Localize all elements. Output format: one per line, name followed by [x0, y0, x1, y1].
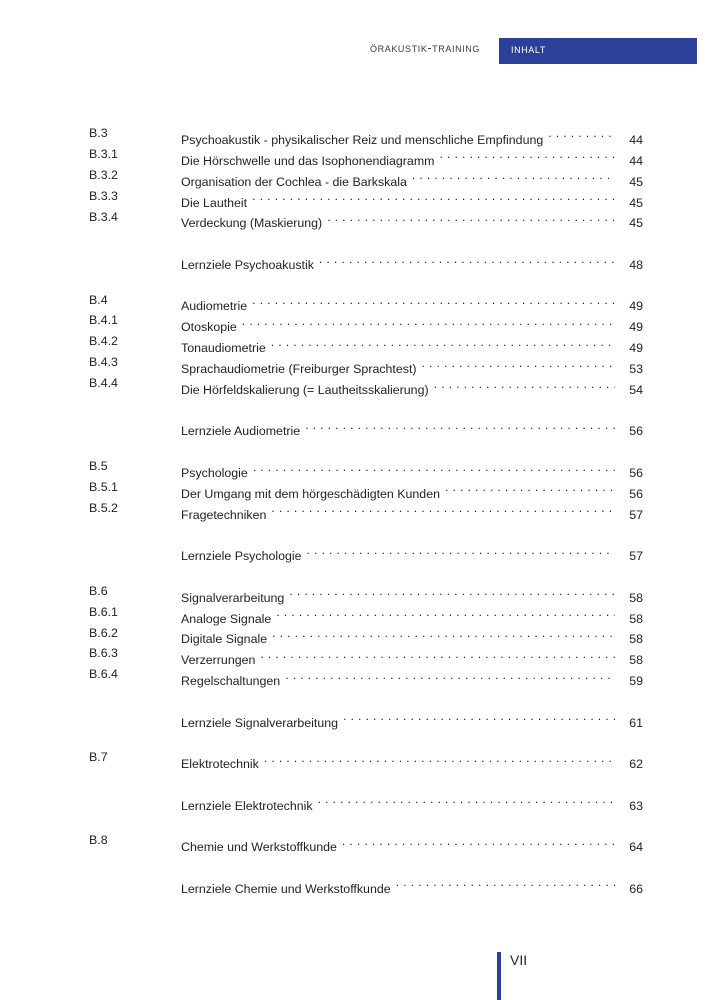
toc-dot-leader — [271, 498, 615, 519]
section-label-box — [499, 38, 697, 64]
toc-entry-number: B.7 — [89, 750, 108, 765]
toc-entry-page-number: 58 — [629, 632, 643, 647]
toc-entry-body — [181, 248, 643, 276]
toc-dot-leader — [319, 248, 615, 269]
toc-dot-leader — [289, 581, 615, 602]
toc-entry[interactable] — [89, 706, 643, 730]
toc-entry-page-number: 57 — [629, 549, 643, 564]
toc-dot-leader — [305, 415, 615, 436]
toc-entry[interactable] — [89, 248, 643, 272]
toc-entry-title: Organisation der Cochlea - die Barkskala — [181, 174, 407, 189]
toc-entry-title: Signalverarbeitung — [181, 590, 285, 605]
toc-entry-number: B.8 — [89, 833, 108, 848]
toc-entry-title: Die Lautheit — [181, 195, 248, 210]
toc-entry-number: B.6.2 — [89, 625, 118, 640]
toc-entry-body — [181, 664, 643, 692]
toc-entry-body — [181, 830, 643, 858]
toc-entry[interactable] — [89, 310, 643, 335]
toc-entry-number: B.5.1 — [89, 479, 118, 494]
toc-entry-page-number: 58 — [629, 590, 643, 605]
toc-entry[interactable] — [89, 789, 643, 813]
toc-dot-leader — [422, 352, 615, 373]
toc-entry-number: B.6.3 — [89, 646, 118, 661]
toc-entry[interactable] — [89, 539, 643, 564]
toc-entry[interactable] — [89, 830, 643, 855]
running-header-title: hörakustik-training — [368, 41, 480, 55]
toc-entry-title: Verzerrungen — [181, 653, 256, 668]
toc-entry-body — [181, 539, 643, 567]
toc-entry-title: Lernziele Psychoakustik — [181, 257, 314, 272]
toc-dot-leader — [272, 623, 615, 644]
toc-entry-title: Die Hörschwelle und das Isophonendiagramm — [181, 153, 435, 168]
toc-entry-body — [181, 207, 643, 235]
folio-page-number: VII — [510, 952, 528, 968]
toc-dot-leader — [318, 789, 615, 810]
toc-entry-number: B.5.2 — [89, 500, 118, 515]
toc-entry-page-number: 56 — [629, 465, 643, 480]
toc-entry-page-number: 44 — [629, 132, 643, 147]
toc-entry-number: B.6.4 — [89, 667, 118, 682]
toc-entry-body — [181, 415, 643, 443]
toc-entry-title: Die Hörfeldskalierung (= Lautheitsskalierung) — [181, 382, 429, 397]
toc-entry-title: Regelschaltungen — [181, 674, 281, 689]
toc-entry[interactable] — [89, 581, 643, 605]
toc-entry-number: B.3.1 — [89, 146, 118, 161]
toc-entry-title: Psychologie — [181, 465, 248, 480]
toc-dot-leader — [276, 602, 615, 623]
toc-dot-leader — [307, 539, 615, 560]
toc-entry-page-number: 45 — [629, 174, 643, 189]
toc-entry-title: Lernziele Chemie und Werkstoffkunde — [181, 881, 391, 896]
page-folio — [497, 952, 527, 1000]
toc-entry-number: B.3.4 — [89, 209, 118, 224]
toc-entry[interactable] — [89, 290, 643, 314]
toc-dot-leader — [252, 290, 615, 311]
toc-dot-leader — [264, 747, 615, 768]
toc-entry-page-number: 64 — [629, 840, 643, 855]
toc-entry-page-number: 59 — [629, 674, 643, 689]
toc-dot-leader — [445, 477, 615, 498]
toc-dot-leader — [548, 123, 615, 144]
toc-entry-title: Digitale Signale — [181, 632, 268, 647]
toc-entry-body — [181, 498, 643, 526]
toc-entry-page-number: 63 — [629, 798, 643, 813]
toc-dot-leader — [242, 310, 615, 331]
toc-entry[interactable] — [89, 498, 643, 522]
toc-entry[interactable] — [89, 144, 643, 168]
toc-dot-leader — [253, 456, 615, 477]
toc-entry-body — [181, 872, 643, 900]
section-label-text: inhalt — [511, 42, 546, 56]
toc-entry-page-number: 58 — [629, 611, 643, 626]
toc-entry-title: Lernziele Psychologie — [181, 549, 302, 564]
toc-entry[interactable] — [89, 643, 643, 668]
toc-entry-title: Tonaudiometrie — [181, 341, 266, 356]
toc-entry-number: B.4.3 — [89, 355, 118, 370]
toc-entry-page-number: 53 — [629, 362, 643, 377]
running-header — [0, 38, 707, 64]
toc-entry[interactable] — [89, 331, 643, 356]
toc-entry-page-number: 44 — [629, 153, 643, 168]
toc-entry-body — [181, 373, 643, 401]
toc-entry-title: Chemie und Werkstoffkunde — [181, 840, 337, 855]
toc-entry-number: B.3 — [89, 126, 108, 140]
toc-entry-number: B.4.4 — [89, 376, 118, 391]
toc-entry-page-number: 54 — [629, 382, 643, 397]
toc-entry-title: Psychoakustik - physikalischer Reiz und menschliche Empfindung — [181, 132, 544, 147]
toc-entry[interactable] — [89, 373, 643, 397]
toc-entry-body — [181, 706, 643, 734]
toc-entry[interactable] — [89, 415, 643, 439]
toc-entry[interactable] — [89, 747, 643, 772]
toc-entry-page-number: 62 — [629, 757, 643, 772]
toc-entry-number: B.5 — [89, 459, 108, 474]
toc-entry-number: B.3.2 — [89, 167, 118, 182]
toc-entry[interactable] — [89, 456, 643, 480]
toc-entry[interactable] — [89, 602, 643, 626]
toc-entry[interactable] — [89, 352, 643, 377]
toc-dot-leader — [342, 830, 615, 851]
toc-entry-title: Otoskopie — [181, 320, 237, 335]
toc-dot-leader — [343, 706, 615, 727]
toc-entry-title: Analoge Signale — [181, 611, 272, 626]
folio-accent-bar — [497, 952, 501, 1000]
toc-entry-page-number: 48 — [629, 257, 643, 272]
toc-entry-title: Fragetechniken — [181, 507, 267, 522]
toc-entry-title: Verdeckung (Maskierung) — [181, 216, 323, 231]
toc-entry-page-number: 56 — [629, 424, 643, 439]
toc-entry-page-number: 57 — [629, 507, 643, 522]
toc-entry-number: B.4.2 — [89, 334, 118, 349]
toc-entry[interactable] — [89, 872, 643, 896]
toc-entry-title: Lernziele Signalverarbeitung — [181, 715, 339, 730]
toc-entry-page-number: 58 — [629, 653, 643, 668]
toc-entry-page-number: 56 — [629, 486, 643, 501]
toc-entry[interactable] — [89, 165, 643, 189]
toc-dot-leader — [396, 872, 615, 893]
toc-dot-leader — [439, 144, 615, 165]
toc-entry-title: Lernziele Audiometrie — [181, 424, 301, 439]
table-of-contents — [89, 123, 643, 896]
toc-entry-number: B.4.1 — [89, 313, 118, 328]
toc-dot-leader — [285, 664, 615, 685]
toc-entry-page-number: 66 — [629, 881, 643, 896]
toc-entry-number: B.3.3 — [89, 188, 118, 203]
toc-entry-title: Sprachaudiometrie (Freiburger Sprachtest) — [181, 362, 417, 377]
toc-entry-number: B.6 — [89, 583, 108, 598]
toc-entry-page-number: 45 — [629, 195, 643, 210]
toc-entry-page-number: 45 — [629, 216, 643, 231]
toc-dot-leader — [260, 643, 615, 664]
toc-entry[interactable] — [89, 664, 643, 689]
toc-entry-body — [181, 747, 643, 775]
toc-entry-title: Der Umgang mit dem hörgeschädigten Kunden — [181, 486, 440, 501]
toc-entry[interactable] — [89, 186, 643, 210]
toc-entry-number: B.4 — [89, 292, 108, 307]
toc-entry-title: Lernziele Elektrotechnik — [181, 798, 313, 813]
toc-dot-leader — [327, 207, 615, 228]
toc-entry-body — [181, 789, 643, 817]
toc-entry-page-number: 61 — [629, 715, 643, 730]
toc-entry-title: Audiometrie — [181, 299, 248, 314]
toc-dot-leader — [434, 373, 615, 394]
toc-dot-leader — [252, 186, 615, 207]
toc-entry[interactable] — [89, 477, 643, 501]
toc-entry-page-number: 49 — [629, 299, 643, 314]
toc-entry-page-number: 49 — [629, 320, 643, 335]
toc-entry[interactable] — [89, 207, 643, 231]
toc-entry-number: B.6.1 — [89, 604, 118, 619]
toc-entry[interactable] — [89, 623, 643, 647]
toc-entry-page-number: 49 — [629, 341, 643, 356]
toc-entry[interactable] — [89, 123, 643, 147]
toc-dot-leader — [412, 165, 615, 186]
toc-dot-leader — [271, 331, 615, 352]
toc-entry-title: Elektrotechnik — [181, 757, 259, 772]
